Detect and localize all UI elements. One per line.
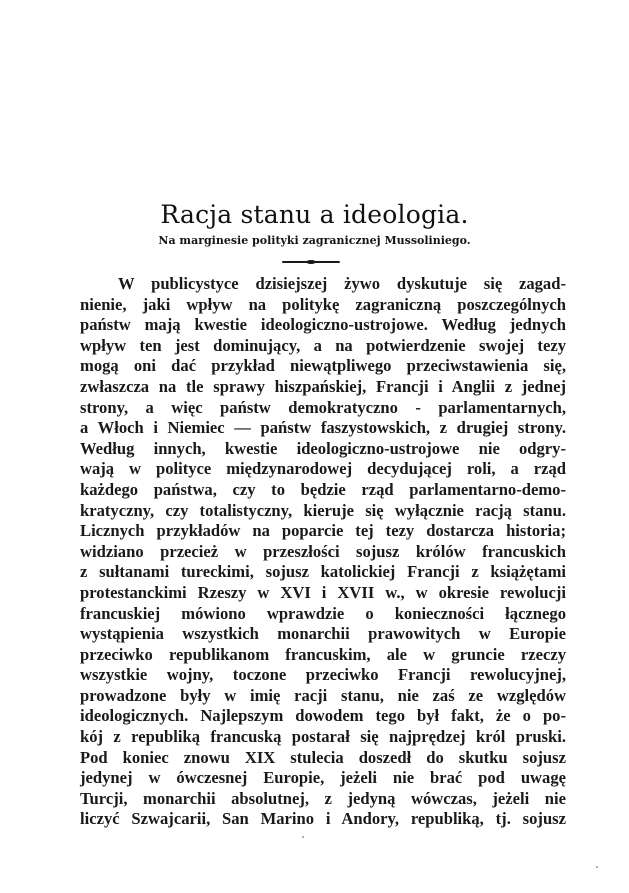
body-line: jedynej w ówczesnej Europie, jeżeli nie brać pod uwagę	[80, 768, 566, 788]
body-line: ideologicznych. Najlepszym dowodem tego był fakt, że o po-	[80, 706, 566, 726]
decorative-separator	[282, 261, 340, 263]
body-line: W publicystyce dzisiejszej żywo dyskutuje się zagad-	[118, 274, 566, 293]
body-line: mogą oni dać przykład niewątpliwego przeciwstawienia się,	[80, 356, 566, 376]
body-line: wają w polityce międzynarodowej decydującej roli, a rząd	[80, 459, 566, 479]
body-line: a Włoch i Niemiec — państw faszystowskich, z drugiej strony.	[80, 418, 566, 438]
scan-speck	[302, 836, 304, 838]
body-line: strony, a więc państw demokratyczno - parlamentarnych,	[80, 397, 566, 417]
body-line: każdego państwa, czy to będzie rząd parlamentarno-demo-	[80, 479, 566, 499]
body-line: zwłaszcza na tle sprawy hiszpańskiej, Francji i Anglii z jednej	[80, 376, 566, 396]
body-line: kój z republiką francuską postarał się najprędzej król pruski.	[80, 727, 566, 747]
article-title: Racja stanu a ideologia.	[160, 200, 469, 229]
body-line: nienie, jaki wpływ na politykę zagraniczną poszczególnych	[80, 294, 566, 314]
body-line: Pod koniec znowu XIX stulecia doszedł do skutku sojusz	[80, 747, 566, 767]
body-line: Według innych, kwestie ideologiczno-ustrojowe nie odgry-	[80, 438, 566, 458]
scan-speck	[596, 866, 598, 868]
body-line: Turcji, monarchii absolutnej, z jedyną wówczas, jeżeli nie	[80, 788, 566, 808]
body-line: wpływ ten jest dominujący, a na potwierdzenie swojej tezy	[80, 335, 566, 355]
body-line: francuskiej mówiono wprawdzie o konieczności łącznego	[80, 603, 566, 623]
body-line: przeciwko republikanom francuskim, ale w gruncie rzeczy	[80, 644, 566, 664]
body-line: liczyć Szwajcarii, San Marino i Andory, republiką, tj. sojusz	[80, 809, 566, 829]
article-body	[80, 274, 566, 830]
article-subtitle: Na marginesie polityki zagranicznej Mussoliniego.	[158, 234, 471, 247]
body-line: z sułtanami tureckimi, sojusz katolickiej Francji z książętami	[80, 562, 566, 582]
body-line: kratyczny, czy totalistyczny, kieruje się wyłącznie racją stanu.	[80, 500, 566, 520]
body-line: prowadzone były w imię racji stanu, nie zaś ze względów	[80, 685, 566, 705]
body-line: widziano przecież w przeszłości sojusz królów francuskich	[80, 541, 566, 561]
body-line: wszystkie wojny, toczone przeciwko Francji rewolucyjnej,	[80, 665, 566, 685]
body-line: Licznych przykładów na poparcie tej tezy dostarcza historia;	[80, 521, 566, 541]
body-line: protestanckimi Rzeszy w XVI i XVII w., w okresie rewolucji	[80, 582, 566, 602]
body-line: państw mają kwestie ideologiczno-ustrojowe. Według jednych	[80, 315, 566, 335]
body-line: wystąpienia wszystkich monarchii prawowitych w Europie	[80, 624, 566, 644]
